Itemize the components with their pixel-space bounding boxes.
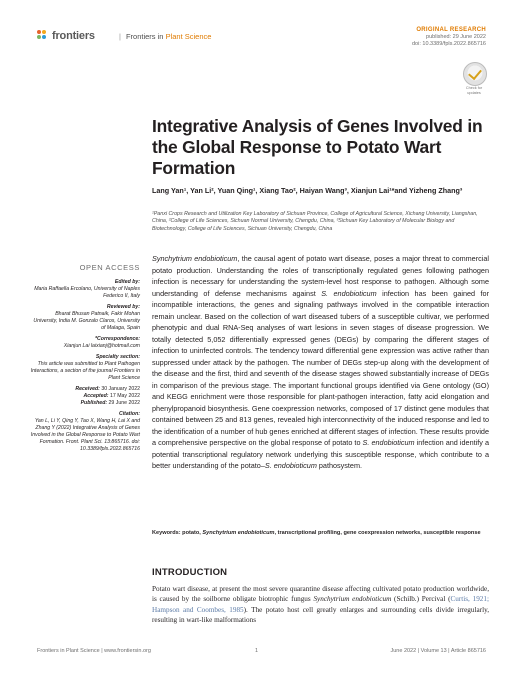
keywords	[152, 530, 489, 538]
article-title: Integrative Analysis of Genes Involved in the Global Response to Potato Wart Formation	[152, 116, 483, 178]
check-updates-label	[458, 86, 490, 95]
keywords-text-b: , transcriptional profiling, gene coexpression networks, susceptible response	[274, 530, 481, 536]
keywords-species: Synchytrium endobioticum	[202, 530, 275, 536]
footer-journal[interactable]: Frontiers in Plant Science | www.frontiersin.org	[37, 648, 151, 654]
keywords-text-a: potato,	[180, 530, 203, 536]
logo-dot-blue	[42, 35, 46, 39]
edited-by	[30, 279, 140, 300]
specialty-value: This article was submitted to Plant Pathogen Interactions, a section of the journal Frontiers in Plant Science	[30, 361, 140, 381]
correspondence	[30, 336, 140, 350]
footer-volume: June 2022 | Volume 13 | Article 865716	[390, 648, 486, 654]
intro-text-1: Potato wart disease, at present the most severe quarantine disease affecting cultivated potato production worldwide, is caused by the soilborne obligate biotrophic fungus	[152, 585, 489, 604]
reviewed-by-value: Bharat Bhusan Patnaik, Fakir Mohan University, India M. Gonzalo Claros, University of Malaga, Spain	[33, 311, 140, 331]
specialty-section	[30, 354, 140, 382]
published-value: 29 June 2022	[108, 400, 140, 406]
reviewed-by	[30, 304, 140, 332]
keywords-label: Keywords:	[152, 530, 181, 536]
article-type: ORIGINAL RESEARCH	[416, 27, 486, 33]
abstract-species-short-3: S. endobioticum	[264, 461, 317, 470]
abstract-species-short: S. endobioticum	[321, 288, 377, 298]
abstract	[152, 253, 489, 472]
logo-dot-yellow	[42, 30, 46, 34]
published-date: published: 29 June 2022	[426, 34, 486, 40]
journal-name[interactable]	[119, 32, 211, 41]
dates	[30, 386, 140, 407]
accepted-value: 17 May 2022	[110, 393, 140, 399]
published-label: Published:	[80, 400, 108, 406]
frontiers-logo-icon	[37, 30, 49, 42]
correspondence-label: *Correspondence:	[95, 336, 140, 342]
received-value: 30 January 2022	[101, 386, 140, 392]
intro-text-3: ). The potato host cell greatly enlarges and surrounding cells divide irregularly, resulting in wart-like malformations	[152, 605, 489, 624]
journal-title: Plant Science	[165, 32, 212, 41]
received-label: Received:	[75, 386, 100, 392]
abstract-species: Synchytrium endobioticum	[152, 254, 238, 263]
check-updates-line1: Check for	[465, 86, 483, 90]
edited-by-value: Maria Raffaella Ercolano, University of Naples Federico II, Italy	[34, 286, 140, 299]
specialty-label: Specialty section:	[95, 354, 140, 360]
journal-prefix: Frontiers in	[125, 32, 164, 41]
accepted-date	[30, 393, 140, 400]
abstract-part-1: , the causal agent of potato wart disease, poses a major threat to commercial potato production. Understanding the roles of transcriptionally regulated genes following pathogen infection is necessary for understanding the system-level host response to pathogen. Although some understanding of defense mechanisms against	[152, 254, 490, 298]
abstract-species-short-2: S. endobioticum	[362, 438, 415, 447]
brand-name: frontiers	[52, 30, 95, 42]
article-doi[interactable]: doi: 10.3389/fpls.2022.865716	[411, 41, 486, 47]
intro-species: Synchytrium endobioticum	[313, 595, 392, 604]
check-updates-icon[interactable]	[463, 62, 487, 86]
frontiers-logo[interactable]	[37, 30, 95, 42]
correspondence-value[interactable]: Xianjun Lai laixianj@hotmail.com	[63, 343, 140, 349]
intro-citation-link[interactable]: Curtis, 1921; Hampson and Coombes, 1985	[152, 595, 489, 614]
page-number: 1	[255, 648, 259, 654]
logo-dot-orange	[37, 30, 41, 34]
open-access-label: OPEN ACCESS	[79, 263, 140, 272]
article-meta	[412, 27, 486, 48]
received-date	[30, 386, 140, 393]
citation-label: Citation:	[118, 411, 140, 417]
abstract-part-4: pathosystem.	[316, 461, 363, 470]
header-divider: |	[119, 32, 121, 41]
introduction-text	[152, 584, 489, 625]
edited-by-label: Edited by:	[114, 279, 140, 285]
accepted-label: Accepted:	[83, 393, 109, 399]
logo-dot-green	[37, 35, 41, 39]
published-date-sidebar	[30, 400, 140, 407]
abstract-part-2: infection has been gained for incompatible interactions, the genes and signaling pathways involved in the compatible interaction remain unclear. Based on the collection of wart diseased tubers of a susceptible cultivar, we performed phenotypic and dual RNA-Seq analyses of wart lesions in seven stages of disease progression. We totally detected 5,052 differentially expressed genes (DEGs) by comparing the different stages of infection to uninfected controls. The tendency toward differential gene expression was active rather than suppressed under attack by the pathogen. The number of DEGs step-up along with the development of the disease and the first, third and seventh of the disease stages showed substantially increase of DEGs in comparison of the previous stage. The important functional groups identified via Gene ontology (GO) and KEGG enrichment were those responsible for plant-pathogen interaction, fatty acid elongation and phenylpropanoid biosynthesis. Gene coexpression networks, composed of 17 distinct gene modules that contained between 25 and 813 genes, revealed high interconnectivity of the induced response and led to the identification of a number of hub genes enriched at different stages of infection. These results provide a comprehensive perspective on the global response of potato to	[152, 288, 489, 447]
author-list: Lang Yan¹, Yan Li², Yuan Qing¹, Xiang Tao², Haiyan Wang³, Xianjun Lai¹*and Yizheng Zhang³	[152, 186, 463, 195]
affiliations: ¹Panxi Crops Research and Utilization Key Laboratory of Sichuan Province, College of Agricultural Science, Xichang University, Liangshan, China, ²College of Life Sciences, Sichuan Normal University, Chengdu, China, ³Sichuan Key Laboratory of Molecular Biology and Biotechnology, College of Life Sciences, Sichuan University, Chengdu, China	[152, 211, 478, 232]
introduction-heading: INTRODUCTION	[152, 567, 228, 578]
reviewed-by-label: Reviewed by:	[106, 304, 140, 310]
citation	[30, 411, 140, 453]
abstract-part-3: infection and identify a potential transcriptional regulatory network underlying this susceptible response, which contribute to a better understanding of the potato–	[152, 438, 489, 470]
intro-text-2: (Schilb.) Percival (	[391, 595, 451, 604]
check-updates-line2: updates	[467, 90, 481, 95]
citation-value: Yan L, Li Y, Qing Y, Tao X, Wang H, Lai X and Zhang Y (2022) Integrative Analysis of Genes Involved in the Global Response to Potato Wart Formation. Front. Plant Sci. 13:865716. doi: 10.3389/fpls.2022.865716	[30, 418, 140, 452]
article-sidebar	[30, 263, 140, 457]
